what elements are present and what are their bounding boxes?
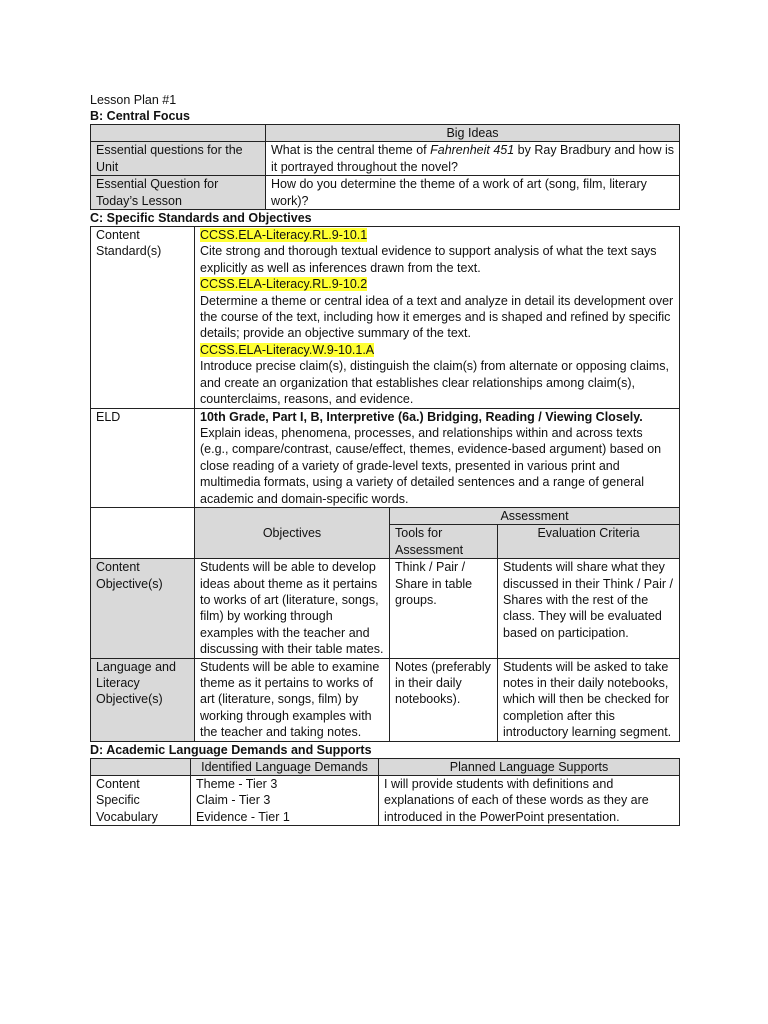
demands-list: [191, 776, 379, 826]
central-focus-table: [90, 124, 680, 210]
language-objective-label: Language and Literacy Objective(s): [91, 658, 195, 741]
essential-questions-unit-label: Essential questions for the Unit: [91, 142, 266, 176]
big-ideas-header: Big Ideas: [266, 125, 680, 142]
essential-question-lesson-text: How do you determine the theme of a work of art (song, film, literary work)?: [266, 176, 680, 210]
list-item: Claim - Tier 3: [196, 793, 271, 808]
standards-table: [90, 226, 680, 742]
content-objective-criteria: Students will share what they discussed in their Think / Pair / Shares with the rest of the class. They will be evaluated based on participation.: [498, 559, 680, 658]
standard-code: CCSS.ELA-Literacy.RL.9-10.1: [200, 228, 368, 243]
tools-header: Tools for Assessment: [390, 525, 498, 559]
supports-text: I will provide students with definitions and explanations of each of these words as they are introduced in the PowerPoint presentation.: [379, 776, 680, 826]
content-standards-cell: [195, 227, 680, 408]
list-item: Evidence - Tier 1: [196, 809, 290, 824]
language-objective-tools: Notes (preferably in their daily notebooks).: [390, 658, 498, 741]
book-title: Fahrenheit 451: [430, 143, 515, 158]
criteria-header: Evaluation Criteria: [498, 525, 680, 559]
eld-label: ELD: [91, 408, 195, 507]
doc-title: Lesson Plan #1: [90, 93, 177, 107]
language-objective-criteria: Students will be asked to take notes in their daily notebooks, which will then be checked for completion after this introductory learning segment.: [498, 658, 680, 741]
section-d-title: D: Academic Language Demands and Supports: [90, 742, 372, 757]
language-objective-text: Students will be able to examine theme as it pertains to works of art (literature, songs, film) by working through examples with the teacher and taking notes.: [195, 658, 390, 741]
assessment-header: Assessment: [390, 507, 680, 524]
standard-code: CCSS.ELA-Literacy.W.9-10.1.A: [200, 342, 375, 357]
content-objective-tools: Think / Pair / Share in table groups.: [390, 559, 498, 658]
standard-text: Determine a theme or central idea of a text and analyze in detail its development over the course of the text, including how it emerges and is shaped and refined by specific details; provide an objective summary of the text.: [200, 293, 674, 341]
lesson-plan-page: [90, 92, 679, 826]
section-c-title: C: Specific Standards and Objectives: [90, 211, 312, 226]
eld-text: Explain ideas, phenomena, processes, and relationships within and across texts (e.g., compare/contrast, cause/effect, themes, evidence-based argument) based on close reading of a variety of grade-level texts, presented in various print and multimedia formats, using a variety of detailed sentences and a range of general academic and domain-specific words.: [200, 425, 662, 506]
objectives-header: Objectives: [195, 507, 390, 558]
section-b-title: B: Central Focus: [90, 109, 191, 123]
demands-header: Identified Language Demands: [191, 758, 379, 775]
supports-header: Planned Language Supports: [379, 758, 680, 775]
language-demands-table: [90, 758, 680, 827]
essential-question-lesson-label: Essential Question for Today’s Lesson: [91, 176, 266, 210]
vocabulary-label: Content Specific Vocabulary: [91, 776, 191, 826]
standard-text: Cite strong and thorough textual evidence to support analysis of what the text says explicitly as well as inferences drawn from the text.: [200, 244, 657, 275]
list-item: Theme - Tier 3: [196, 777, 278, 792]
content-standard-label: Content Standard(s): [91, 227, 195, 408]
standard-text: Introduce precise claim(s), distinguish the claim(s) from alternate or opposing claims, and create an organization that establishes clear relationships among claim(s), counterclaims, reasons, and evidence.: [200, 359, 669, 407]
eld-heading: 10th Grade, Part I, B, Interpretive (6a.) Bridging, Reading / Viewing Closely.: [200, 409, 643, 424]
standard-code: CCSS.ELA-Literacy.RL.9-10.2: [200, 277, 368, 292]
eld-cell: [195, 408, 680, 507]
content-objective-label: Content Objective(s): [91, 559, 195, 658]
content-objective-text: Students will be able to develop ideas about theme as it pertains to works of art (literature, songs, film) by working through examples with the teacher and discussing with their table mates.: [195, 559, 390, 658]
essential-questions-unit-text: What is the central theme of Fahrenheit 451 by Ray Bradbury and how is it portrayed throughout the novel?: [266, 142, 680, 176]
